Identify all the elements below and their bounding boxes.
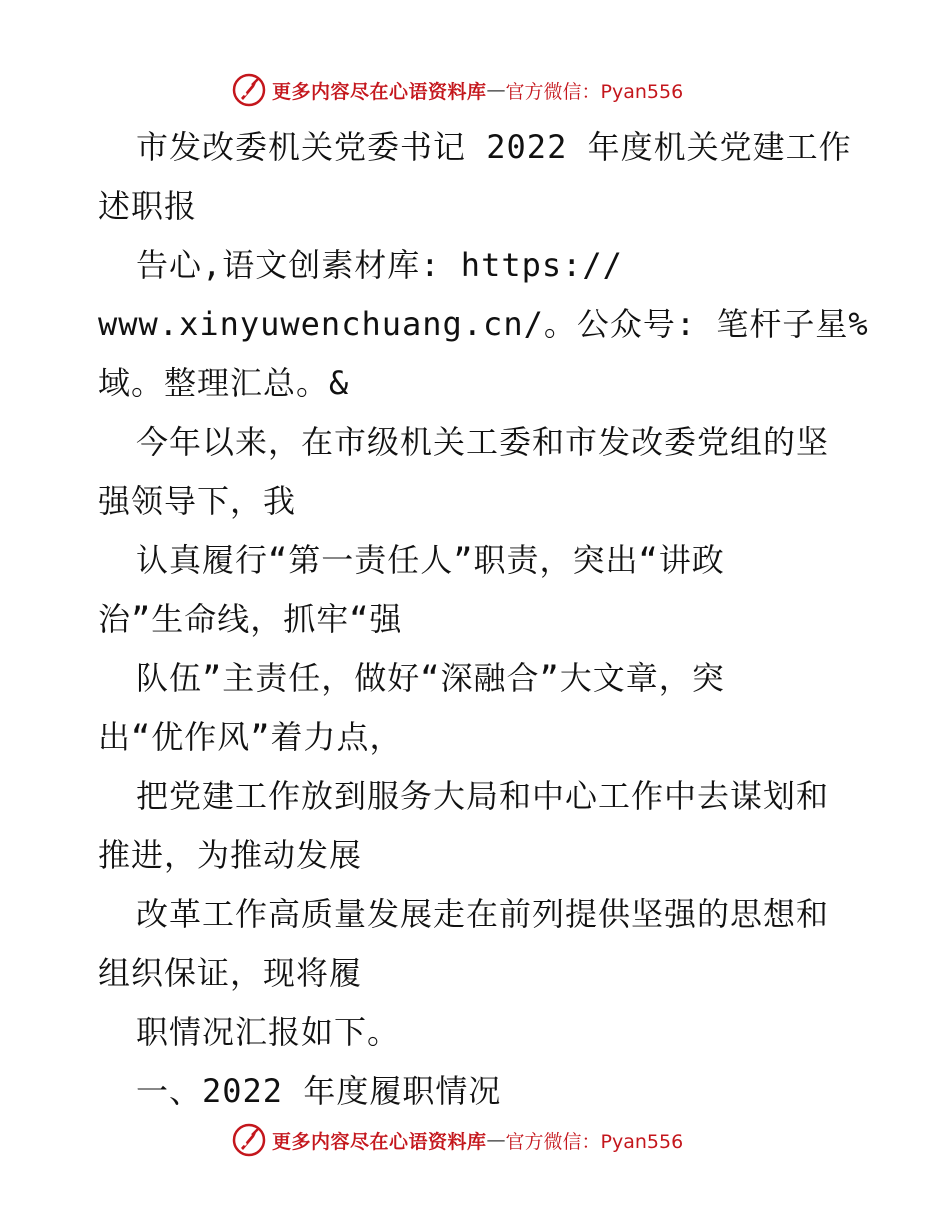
paragraph-line: www.xinyuwenchuang.cn/。公众号: 笔杆子星% <box>98 305 869 343</box>
paragraph-line: 告心,语文创素材库: https:// <box>136 246 623 284</box>
banner-separator: — <box>486 1129 506 1151</box>
paragraph-line: 推进，为推动发展 <box>98 836 363 874</box>
pen-nib-logo-icon <box>232 1123 266 1157</box>
banner-wechat-id: 官方微信：Pyan556 <box>505 1130 684 1153</box>
header-watermark-banner <box>232 70 752 110</box>
document-body <box>98 118 868 1121</box>
paragraph-line: 今年以来，在市级机关工委和市发改委党组的坚 <box>136 423 830 461</box>
paragraph-line: 出“优作风”着力点， <box>98 718 403 756</box>
paragraph-line: 把党建工作放到服务大局和中心工作中去谋划和 <box>136 777 830 815</box>
banner-wechat-id: 官方微信：Pyan556 <box>505 80 684 103</box>
banner-text: 更多内容尽在心语资料库 <box>272 80 487 103</box>
paragraph-line: 队伍”主责任，做好“深融合”大文章，突 <box>136 659 725 697</box>
title-line-2: 述职报 <box>98 187 198 225</box>
pen-nib-logo-icon <box>232 73 266 107</box>
paragraph-line: 治”生命线，抓牢“强 <box>98 600 403 638</box>
title-line-1: 市发改委机关党委书记 2022 年度机关党建工作 <box>136 128 852 166</box>
paragraph-line: 强领导下，我 <box>98 482 297 520</box>
banner-text: 更多内容尽在心语资料库 <box>272 1130 487 1153</box>
paragraph-line: 认真履行“第一责任人”职责，突出“讲政 <box>136 541 725 579</box>
section-heading: 一、2022 年度履职情况 <box>136 1072 502 1110</box>
banner-separator: — <box>486 79 506 101</box>
paragraph-line: 域。整理汇总。& <box>98 364 350 402</box>
paragraph-line: 改革工作高质量发展走在前列提供坚强的思想和 <box>136 895 830 933</box>
footer-watermark-banner <box>232 1120 752 1160</box>
paragraph-line: 职情况汇报如下。 <box>136 1013 401 1051</box>
paragraph-line: 组织保证，现将履 <box>98 954 363 992</box>
